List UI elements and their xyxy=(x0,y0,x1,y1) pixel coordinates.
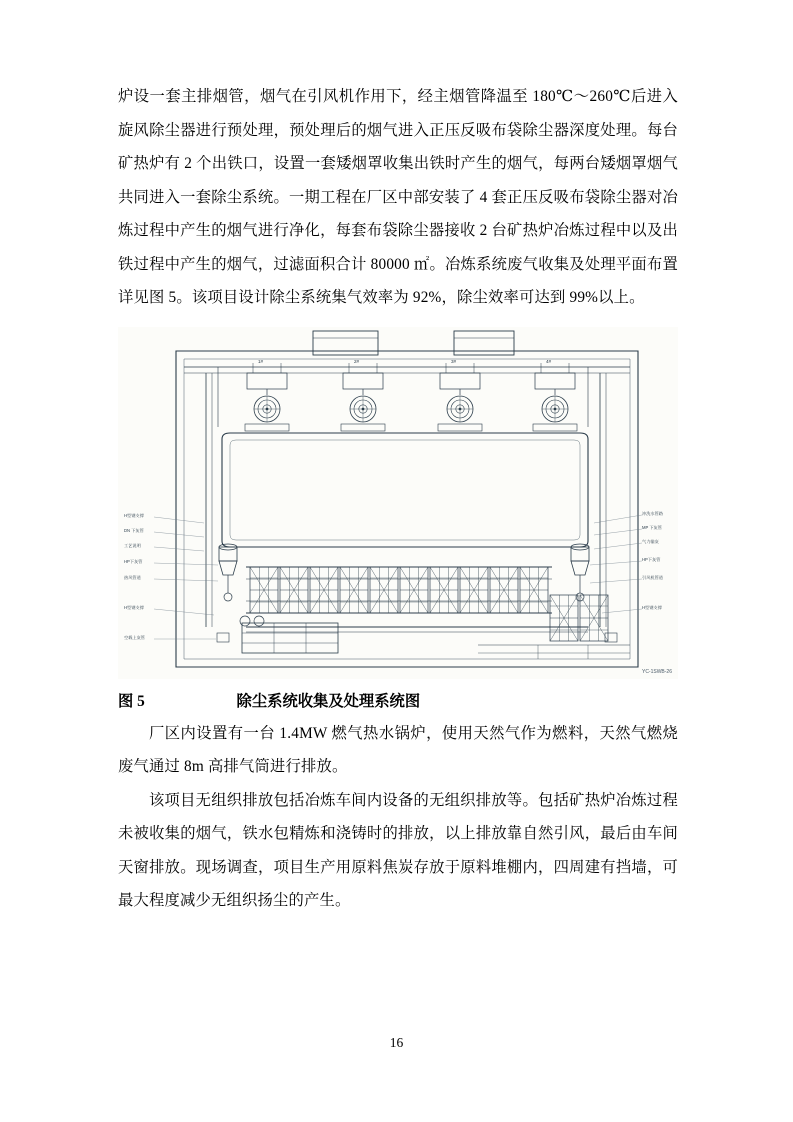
figure-unit-tag-2: 2# xyxy=(354,358,360,364)
paragraph-2: 厂区内设置有一台 1.4MW 燃气热水锅炉，使用天然气作为燃料，天然气燃烧废气通过 8m 高排气筒进行排放。 xyxy=(118,724,678,775)
figure-right-label-1: 冲洗水管路 xyxy=(642,510,663,516)
figure-left-label-1: H型钢支撑 xyxy=(124,512,144,518)
figure-drawing xyxy=(118,327,678,679)
paragraph-1: 炉设一套主排烟管，烟气在引风机作用下，经主烟管降温至 180℃～260℃后进入旋风除尘器进行预处理，预处理后的烟气进入正压反吸布袋除尘器深度处理。每台矿热炉有 2 个出铁口，设置一套矮烟罩收集出铁时产生的烟气，每两台矮烟罩烟气共同进入一套除尘系统。一期工程在厂区中部安装了 4 套正压反吸布袋除尘器对冶炼过程中产生的烟气进行净化，每套布袋除尘器接收 2 台矿热炉冶炼过程中以及出铁过程中产生的烟气，过滤面积合计 80000 ㎡。冶炼系统废气收集及处理平面布置详见图 5。该项目设计除尘系统集气效率为 92%，除尘效率可达到 99%以上。 xyxy=(118,88,678,306)
figure-dust-removal-system xyxy=(118,327,678,679)
figure-right-label-3: 气力输灰 xyxy=(642,538,659,544)
figure-right-label-6: H型钢支撑 xyxy=(642,604,662,610)
figure-unit-tag-1: 1# xyxy=(258,358,264,364)
paragraph-3: 该项目无组织排放包括冶炼车间内设备的无组织排放等。包括矿热炉冶炼过程未被收集的烟气，铁水包精炼和浇铸时的排放，以上排放靠自然引风，最后由车间天窗排放。现场调查，项目生产用原料焦炭存放于原料堆棚内，四周建有挡墙，可最大程度减少无组织扬尘的产生。 xyxy=(118,791,678,909)
figure-caption: 图 5 除尘系统收集及处理系统图 xyxy=(118,692,421,710)
figure-left-label-4: HP下灰管 xyxy=(124,558,143,564)
figure-left-label-2: DN 下灰管 xyxy=(124,527,144,533)
figure-corner-note: YC-1SWB-26 xyxy=(641,668,672,675)
figure-left-label-7: 空载上灰管 xyxy=(124,634,145,640)
figure-right-label-5: 引风机管道 xyxy=(642,574,663,580)
figure-left-label-5: 热风管道 xyxy=(124,574,141,580)
page-content xyxy=(118,80,678,918)
figure-left-label-6: H型钢支撑 xyxy=(124,604,144,610)
page-number: 16 xyxy=(389,1035,404,1050)
figure-unit-tag-4: 4# xyxy=(546,358,552,364)
figure-left-label-3: 工艺说明 xyxy=(124,542,141,548)
figure-right-label-4: HP下灰管 xyxy=(642,556,661,562)
figure-right-label-2: MP 下灰管 xyxy=(642,524,662,530)
figure-unit-tag-3: 3# xyxy=(451,358,457,364)
